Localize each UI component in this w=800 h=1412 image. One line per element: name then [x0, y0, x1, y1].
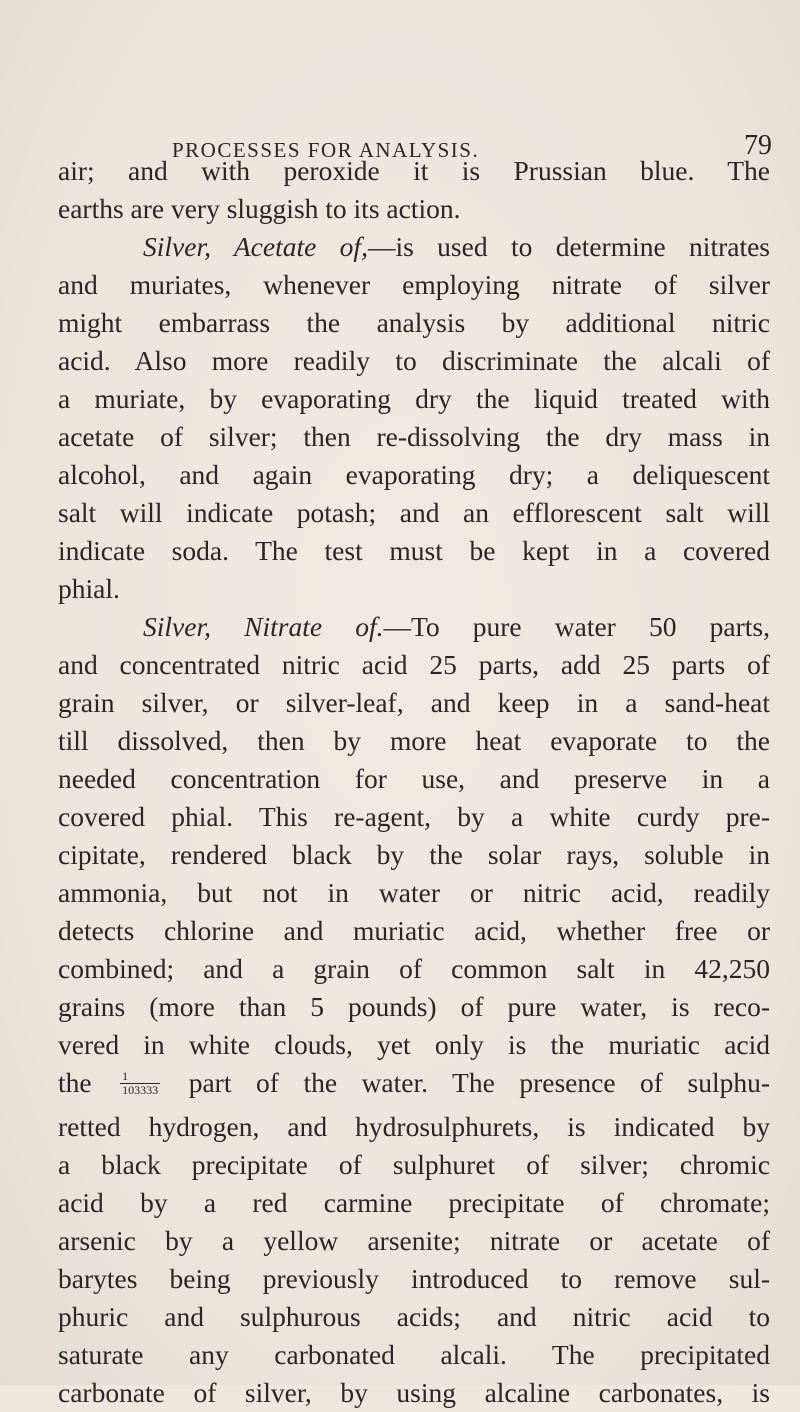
text-line: grains (more than 5 pounds) of pure water, is reco-	[58, 991, 770, 1022]
text-line: covered phial. This re-agent, by a white curdy pre-	[58, 801, 770, 832]
fraction-after: part of the water. The presence of sulphu-	[188, 1067, 771, 1098]
text-line: acid. Also more readily to discriminate the alcali of	[58, 345, 770, 376]
text-line: saturate any carbonated alcali. The precipitated	[58, 1339, 770, 1370]
text-line: carbonate of silver, by using alcaline carbonates, is	[58, 1377, 770, 1408]
text-line: and muriates, whenever employing nitrate of silver	[58, 269, 770, 300]
text-line: combined; and a grain of common salt in 42,250	[58, 953, 770, 984]
text-line: retted hydrogen, and hydrosulphurets, is indicated by	[58, 1111, 770, 1142]
text-line: grain silver, or silver-leaf, and keep in a sand-heat	[58, 687, 770, 718]
text-line: earths are very sluggish to its action.	[58, 193, 461, 224]
text-line: acid by a red carmine precipitate of chromate;	[58, 1187, 770, 1218]
page-number: 79	[744, 130, 772, 161]
entry-title-silver-nitrate: Silver, Nitrate of.	[143, 611, 384, 642]
text-line: might embarrass the analysis by additional nitric	[58, 307, 770, 338]
text-line: salt will indicate potash; and an efflorescent salt will	[58, 497, 770, 528]
text-line: acetate of silver; then re-dissolving the dry mass in	[58, 421, 770, 452]
text-line: phuric and sulphurous acids; and nitric acid to	[58, 1301, 770, 1332]
text-line	[58, 608, 770, 646]
text-line: barytes being previously introduced to remove sul-	[58, 1263, 770, 1294]
text-line	[58, 228, 770, 266]
text-line: detects chlorine and muriatic acid, whether free or	[58, 915, 770, 946]
text-line: a black precipitate of sulphuret of silver; chromic	[58, 1149, 770, 1180]
entry-title-silver-acetate: Silver, Acetate of,	[143, 231, 368, 262]
text-line: cipitate, rendered black by the solar rays, soluble in	[58, 839, 770, 870]
fraction-denominator: 103333	[122, 1083, 159, 1098]
text-line: indicate soda. The test must be kept in a covered	[58, 535, 770, 566]
text-line: vered in white clouds, yet only is the muriatic acid	[58, 1029, 770, 1060]
fraction	[120, 1070, 160, 1097]
text-line: air; and with peroxide it is Prussian blue. The	[58, 155, 770, 186]
text-line: arsenic by a yellow arsenite; nitrate or acetate of	[58, 1225, 770, 1256]
text-line: phial.	[58, 573, 120, 604]
text-line: needed concentration for use, and preserve in a	[58, 763, 770, 794]
text-line: alcohol, and again evaporating dry; a deliquescent	[58, 459, 770, 490]
text-line-fraction	[58, 1064, 770, 1102]
fraction-numerator: 1	[120, 1070, 160, 1084]
entry-text: —To pure water 50 parts,	[383, 611, 770, 642]
fraction-before: the	[58, 1067, 92, 1098]
text-line: ammonia, but not in water or nitric acid, readily	[58, 877, 770, 908]
text-line: and concentrated nitric acid 25 parts, add 25 parts of	[58, 649, 770, 680]
running-title: PROCESSES FOR ANALYSIS.	[172, 138, 480, 162]
entry-text: —is used to determine nitrates	[367, 231, 771, 262]
text-line: till dissolved, then by more heat evaporate to the	[58, 725, 770, 756]
text-line: a muriate, by evaporating dry the liquid treated with	[58, 383, 770, 414]
